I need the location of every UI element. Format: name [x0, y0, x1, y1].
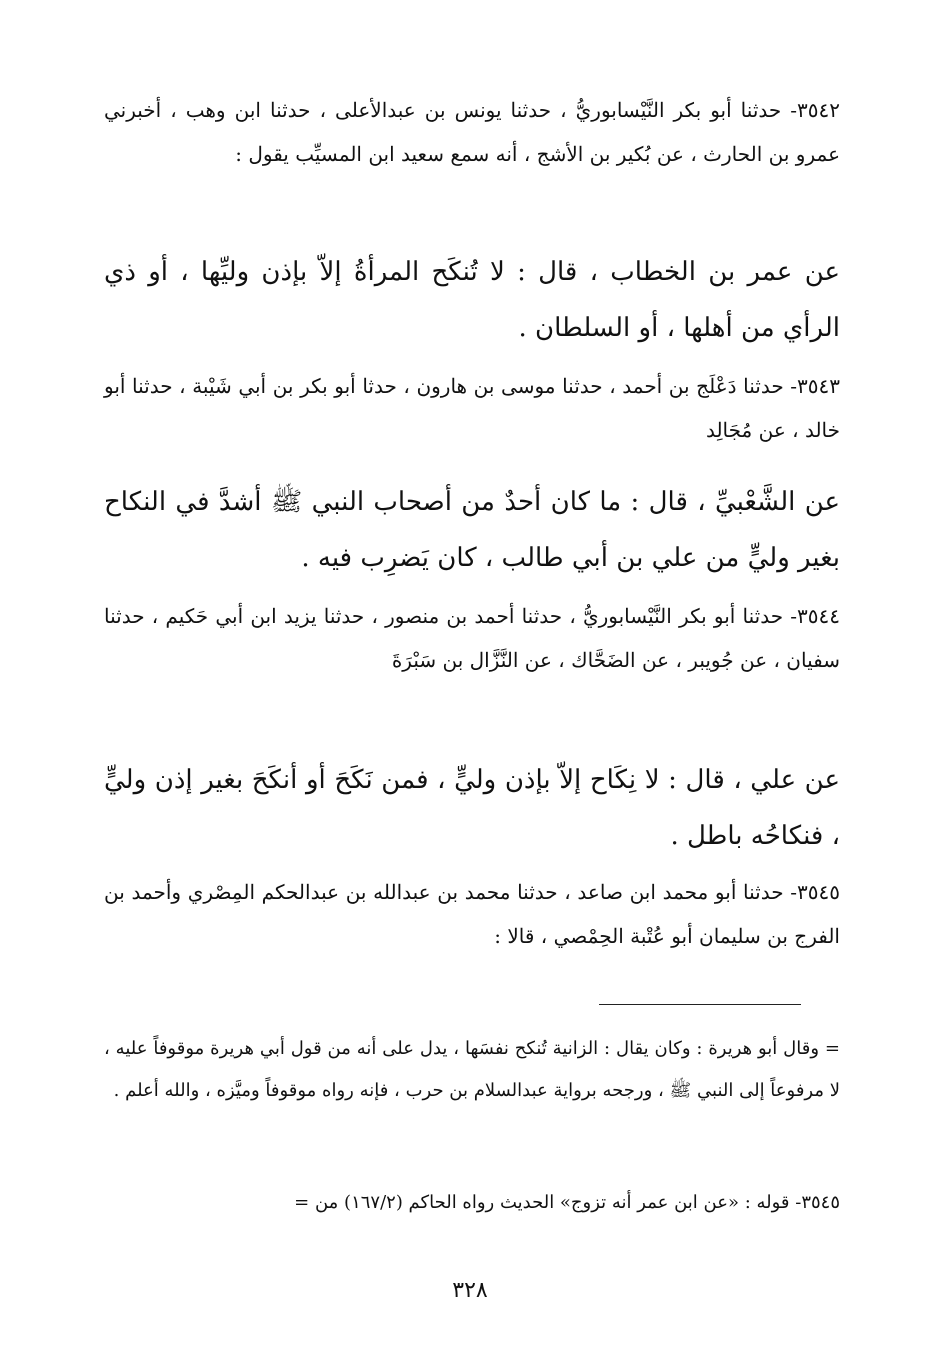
- footnote-continued: = وقال أبو هريرة : وكان يقال : الزانية تُنكح نفسَها ، يدل على أنه من قول أبي هريرة موقوفاً عليه ، لا مرفوعاً إلى النبي ﷺ ، ورجحه برواية عبدالسلام بن حرب ، فإنه رواه موقوفاً وميَّزه ، والله أعلم .: [104, 1038, 840, 1101]
- hadith-3544-matn: عن علي ، قال : لا نِكَاح إلاّ بإذن وليٍّ ، فمن نَكَحَ أو أنكَحَ بغير إذن وليٍّ ، فنكاحُه باطل .: [104, 765, 840, 851]
- hadith-3542-matn: عن عمر بن الخطاب ، قال : لا تُنكَح المرأةُ إلاّ بإذن وليِّها ، أو ذي الرأي من أهلها ، أو السلطان .: [104, 257, 840, 343]
- hadith-3543-isnad: ٣٥٤٣- حدثنا دَعْلَج بن أحمد ، حدثنا موسى بن هارون ، حدثا أبو بكر بن أبي شَيْبة ، حدثنا أبو خالد ، عن مُجَالِد: [104, 374, 840, 442]
- hadith-3542-isnad: ٣٥٤٢- حدثنا أبو بكر النَّيْسابوريُّ ، حدثنا يونس بن عبدالأعلى ، حدثنا ابن وهب ، أخبرني عمرو بن الحارث ، عن بُكير بن الأشج ، أنه سمع سعيد ابن المسيِّب يقول :: [104, 98, 840, 166]
- hadith-3543-matn: عن الشَّعْبيِّ ، قال : ما كان أحدٌ من أصحاب النبي ﷺ أشدَّ في النكاح بغير وليٍّ من علي بن أبي طالب ، كان يَضرِب فيه .: [104, 487, 840, 573]
- hadith-3544-isnad: ٣٥٤٤- حدثنا أبو بكر النَّيْسابوريُّ ، حدثنا أحمد بن منصور ، حدثنا يزيد ابن أبي حَكيم ، حدثنا سفيان ، عن جُويبر ، عن الضَحَّاك ، عن النَّزَّال بن سَبْرَةَ: [104, 604, 840, 672]
- page-number: ٣٢٨: [452, 1278, 488, 1303]
- footnote-3545: ٣٥٤٥- قوله : «عن ابن عمر أنه تزوج» الحديث رواه الحاكم (١٦٧/٢) من =: [294, 1192, 840, 1213]
- hadith-3545-isnad: ٣٥٤٥- حدثنا أبو محمد ابن صاعد ، حدثنا محمد بن عبدالله بن عبدالحكم المِصْري وأحمد بن الفرج بن سليمان أبو عُتْبة الحِمْصي ، قالا :: [104, 880, 840, 948]
- footnote-separator: [599, 1004, 801, 1005]
